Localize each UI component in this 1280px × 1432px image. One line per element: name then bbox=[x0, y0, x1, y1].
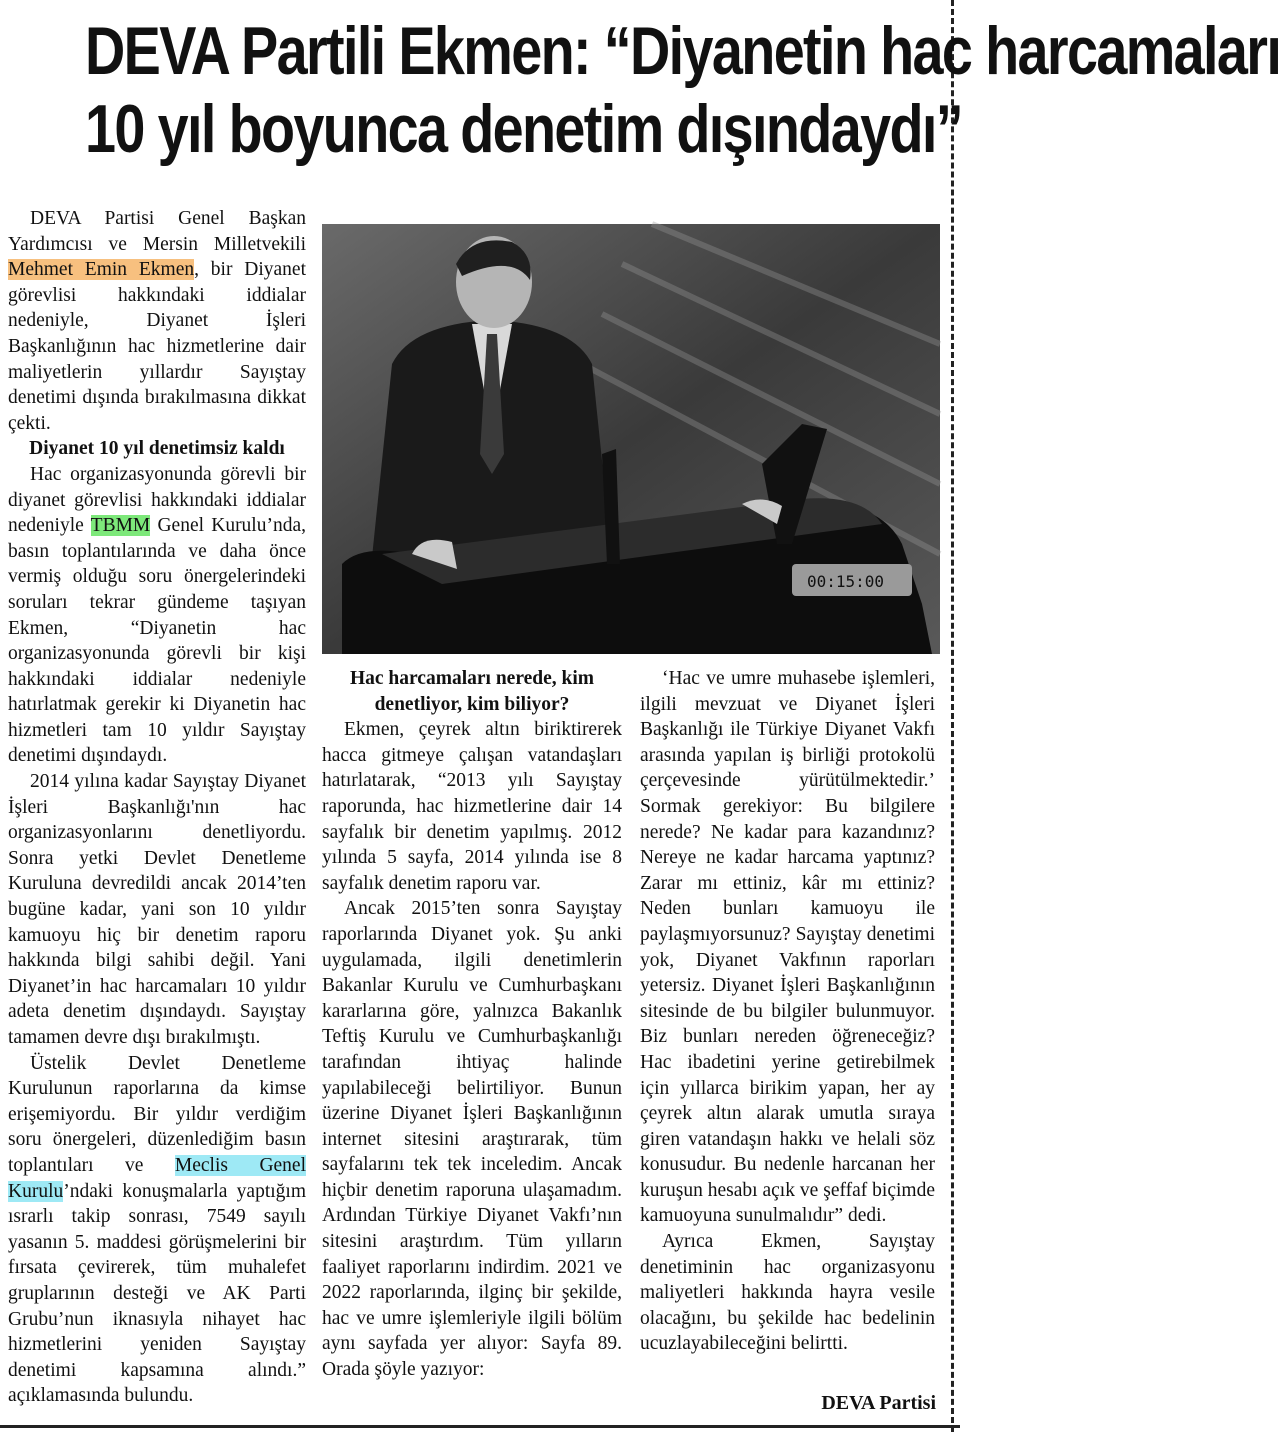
text-run: Hac organizasyonunda görevli bir diyanet görevlisi hakkındaki iddialar nedeniyle bbox=[8, 463, 306, 537]
subheading-1: Diyanet 10 yıl denetimsiz kaldı bbox=[29, 438, 285, 460]
page-border-right bbox=[951, 0, 954, 1432]
highlight-person-name: Mehmet Emin Ekmen bbox=[8, 259, 195, 281]
article-column-1 bbox=[8, 206, 306, 1409]
article-column-3 bbox=[640, 666, 935, 1357]
paragraph-2 bbox=[8, 462, 306, 769]
headline-line-2: 10 yıl boyunca denetim dışındaydı” bbox=[85, 91, 962, 167]
text-run: ’ndaki konuşmalarla yaptığım ısrarlı takip sonrası, 7549 sayılı yasanın 5. maddesi görüşmelerini bir fırsata çevirerek, tüm muhalefet gruplarının desteği ve AK Parti Grubu’nun iknasıyla nihayet hac hizmetlerini yeniden Sayıştay denetimi kapsamına alındı.” açıklamasında bulundu. bbox=[8, 1180, 306, 1407]
highlight-tbmm: TBMM bbox=[90, 515, 151, 537]
article-column-2 bbox=[322, 666, 622, 1383]
paragraph-3: 2014 yılına kadar Sayıştay Diyanet İşleri Başkanlığı'nın hac organizasyonlarını denetliyordu. Sonra yetki Devlet Denetleme Kuruluna devredildi ancak 2014’ten bugüne kadar, yani son 10 yıldır kamuoyu hiç bir denetim raporu hakkında bilgi sahibi değil. Yani Diyanet’in hac harcamaları 10 yıldır adeta denetim dışındaydı. Sayıştay tamamen devre dışı bırakılmıştı. bbox=[8, 771, 306, 1048]
text-run: Genel Kurulu’nda, basın toplantılarında ve daha önce vermiş olduğu soru önergelerindeki soruları tekrar gündeme taşıyan Ekmen, “Diyanetin hac organizasyonunda görevli bir kişi hakkındaki iddialar nedeniyle hatırlatmak gerekir ki Diyanetin hac hizmetleri tam 10 yıldır Sayıştay denetimi dışındaydı. bbox=[8, 515, 306, 767]
subheading-2: Hac harcamaları nerede, kim denetliyor, kim biliyor? bbox=[349, 668, 595, 715]
paragraph-intro bbox=[8, 206, 306, 436]
headline-line-1: DEVA Partili Ekmen: “Diyanetin hac harcamaları bbox=[85, 13, 1280, 89]
paragraph-5: Ekmen, çeyrek altın biriktirerek hacca gitmeye çalışan vatandaşları hatırlatarak, “2013 yılı Sayıştay raporunda, hac hizmetlerine dair 14 sayfalık bir denetim yapılmış. 2012 yılında 5 sayfa, 2014 yılında ise 8 sayfalık denetim raporu var. bbox=[322, 719, 622, 894]
page-border-bottom bbox=[0, 1425, 960, 1428]
text-run: DEVA Partisi Genel Başkan Yardımcısı ve Mersin Milletvekili bbox=[8, 208, 306, 255]
text-run: Üstelik Devlet Denetleme Kurulunun raporlarına da kimse erişemiyordu. Bir yıldır verdiğim soru önergeleri, düzenlediğim basın toplantıları ve bbox=[8, 1052, 306, 1176]
headline bbox=[85, 13, 1280, 167]
paragraph-7: ‘Hac ve umre muhasebe işlemleri, ilgili mevzuat ve Diyanet İşleri Başkanlığı ile Türkiye Diyanet Vakfı arasında yapılan iş birliği protokolü çerçevesinde yürütülmektedir.’ Sormak gerekiyor: Bu bilgilere nerede? Ne kadar para kazandınız? Nereye ne kadar harcama yaptınız? Zarar mı ettiniz, kâr mı ettiniz? Neden bunları kamuoyu ile paylaşmıyorsunuz? Sayıştay denetimi yok, Diyanet Vakfının raporları yetersiz. Diyanet İşleri Başkanlığının sitesinde de bu bilgiler bulunmuyor. Biz bunları nereden öğreneceğiz? Hac ibadetini yerine getirebilmek için yıllarca birikim yapan, her ay çeyrek altın alarak umutla sıraya giren vatandaşın hakkı ve helali söz konusudur. Bu nedenle harcanan her kuruşun hesabı açık ve şeffaf biçimde kamuoyuna sunulmalıdır” dedi. bbox=[640, 668, 935, 1227]
text-run: , bir Diyanet görevlisi hakkındaki iddialar nedeniyle, Diyanet İşleri Başkanlığının hac hizmetlerine dair maliyetlerin yıllardır Sayıştay denetimi dışında bırakılmasına dikkat çekti. bbox=[8, 259, 307, 434]
highlight-meclis: Meclis Genel Kurulu bbox=[8, 1154, 307, 1202]
speaker-photo bbox=[322, 224, 940, 654]
paragraph-8: Ayrıca Ekmen, Sayıştay denetiminin hac organizasyonu maliyetleri hakkında hayra vesile olacağını, bu şekilde hac bedelinin ucuzlayabileceğini belirtti. bbox=[640, 1231, 935, 1355]
source-credit: DEVA Partisi bbox=[821, 1392, 936, 1414]
paragraph-4 bbox=[8, 1051, 306, 1409]
speaker-photo-illustration bbox=[322, 224, 940, 654]
paragraph-6: Ancak 2015’ten sonra Sayıştay raporlarında Diyanet yok. Şu anki uygulamada, ilgili denetimlerin Bakanlar Kurulu ve Cumhurbaşkanı kararlarına göre, yalnızca Bakanlık Teftiş Kurulu ve Cumhurbaşkanlığı tarafından ihtiyaç halinde yapılabileceği belirtiliyor. Bunun üzerine Diyanet İşleri Başkanlığının internet sitesini araştırarak, tüm sayfalarını tek tek inceledim. Ancak hiçbir denetim raporuna ulaşamadım. Ardından Türkiye Diyanet Vakfı’nın sitesini araştırdım. Tüm yılların faaliyet raporlarını indirdim. 2021 ve 2022 raporlarında, ilginç bir şekilde, hac ve umre işlemleriyle ilgili bölüm aynı sayfada yer alıyor: Sayfa 89. Orada şöyle yazıyor: bbox=[322, 898, 622, 1381]
podium-timer: 00:15:00 bbox=[807, 572, 885, 591]
